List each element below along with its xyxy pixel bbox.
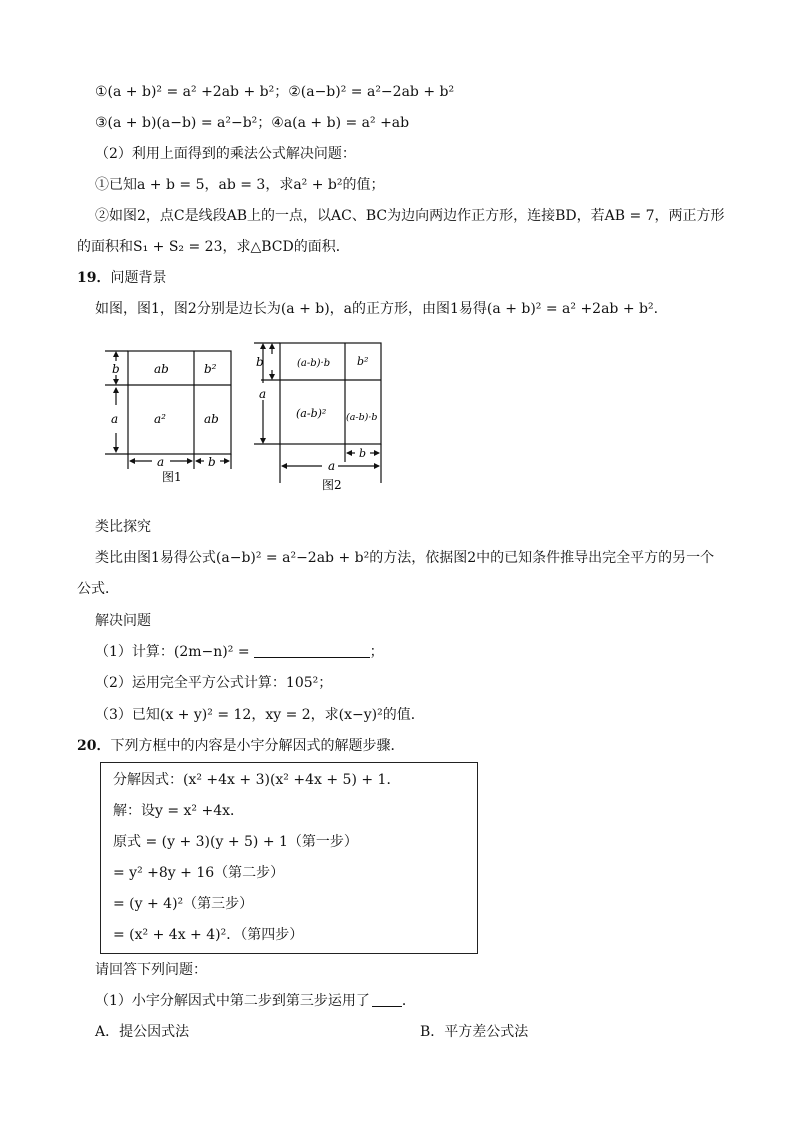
option-b[interactable]: B．平方差公式法 xyxy=(420,1024,529,1040)
box-line-6: = (x² + 4x + 4)²．（第四步） xyxy=(113,927,304,943)
analogy-title: 类比探究 xyxy=(95,519,151,535)
solve-item-3: （3）已知(x + y)² = 12，xy = 2，求(x−y)²的值． xyxy=(95,707,425,723)
subquestion-2-item-2: ②如图2，点C是线段AB上的一点，以AC、BC为边向两边作正方形，连接BD，若AB = 7，两正方形 xyxy=(95,208,725,224)
sub1-text: （1）小宇分解因式中第二步到第三步运用了 xyxy=(95,993,370,1009)
fig1-cell-b2: b² xyxy=(204,362,217,376)
fig1-cell-ab-top: ab xyxy=(154,362,169,376)
fig1-caption: 图1 xyxy=(162,470,182,484)
subquestion-2-heading: （2）利用上面得到的乘法公式解决问题： xyxy=(95,146,356,162)
fig2-bottom-a: a xyxy=(328,459,336,473)
fig2-side-b: b xyxy=(256,355,264,369)
box-line-3: 原式 = (y + 3)(y + 5) + 1（第一步） xyxy=(113,834,358,850)
box-line-2: 解：设y = x² +4x． xyxy=(113,803,245,819)
figure-1 xyxy=(100,345,240,485)
question-number: 20． xyxy=(77,738,111,754)
option-a[interactable]: A．提公因式法 xyxy=(95,1024,190,1040)
box-line-5: = (y + 4)²（第三步） xyxy=(113,896,254,912)
question-20-sub1 xyxy=(95,991,416,1011)
question-title: 问题背景 xyxy=(110,270,167,286)
fig2-caption: 图2 xyxy=(322,478,342,492)
answer-blank[interactable] xyxy=(372,992,402,1007)
solve-item-1 xyxy=(95,642,384,662)
fig2-bottom-b: b xyxy=(359,447,367,460)
solve-item-1-text: （1）计算：(2m−n)² = xyxy=(95,644,250,660)
solve-item-1-suffix: ； xyxy=(369,644,384,660)
sub1-suffix: ． xyxy=(401,993,416,1009)
solve-title: 解决问题 xyxy=(95,613,151,629)
analogy-text-cont: 公式． xyxy=(77,581,119,597)
fig2-cell-top-left: (a-b)·b xyxy=(297,358,331,369)
fig2-cell-b2: b² xyxy=(357,355,369,368)
subquestion-2-item-1: ①已知a + b = 5，ab = 3，求a² + b²的值； xyxy=(95,177,385,193)
figure-2 xyxy=(250,338,390,494)
answer-blank[interactable] xyxy=(254,643,370,658)
fig1-bottom-a: a xyxy=(157,455,165,469)
question-20 xyxy=(77,736,404,756)
question-20-ask: 请回答下列问题： xyxy=(95,962,207,978)
subquestion-2-item-2-cont: 的面积和S₁ + S₂ = 23，求△BCD的面积． xyxy=(77,239,350,255)
fig1-cell-a2: a² xyxy=(154,412,166,426)
formula-line-1: ①(a + b)² = a² +2ab + b²；②(a−b)² = a²−2ab + b² xyxy=(95,84,455,100)
formula-line-2: ③(a + b)(a−b) = a²−b²；④a(a + b) = a² +ab xyxy=(95,115,410,131)
question-number: 19． xyxy=(77,270,111,286)
analogy-text: 类比由图1易得公式(a−b)² = a²−2ab + b²的方法，依据图2中的已知条件推导出完全平方的另一个 xyxy=(95,550,715,566)
question-19-intro: 如图，图1，图2分别是边长为(a + b)，a的正方形，由图1易得(a + b)² = a² +2ab + b². xyxy=(95,301,659,317)
question-title: 下列方框中的内容是小宇分解因式的解题步骤． xyxy=(110,738,405,754)
solve-item-2: （2）运用完全平方公式计算：105²； xyxy=(95,675,333,691)
box-line-4: = y² +8y + 16（第二步） xyxy=(113,865,285,881)
fig1-bottom-b: b xyxy=(208,455,216,469)
fig1-side-b: b xyxy=(112,362,120,376)
fig1-cell-ab-right: ab xyxy=(204,412,219,426)
fig2-cell-right: (a-b)·b xyxy=(346,412,378,423)
fig2-side-a: a xyxy=(259,387,267,401)
fig1-side-a: a xyxy=(111,412,119,426)
question-19 xyxy=(77,268,166,288)
fig2-cell-square: (a-b)² xyxy=(296,407,327,420)
box-line-1: 分解因式：(x² +4x + 3)(x² +4x + 5) + 1． xyxy=(113,772,401,788)
